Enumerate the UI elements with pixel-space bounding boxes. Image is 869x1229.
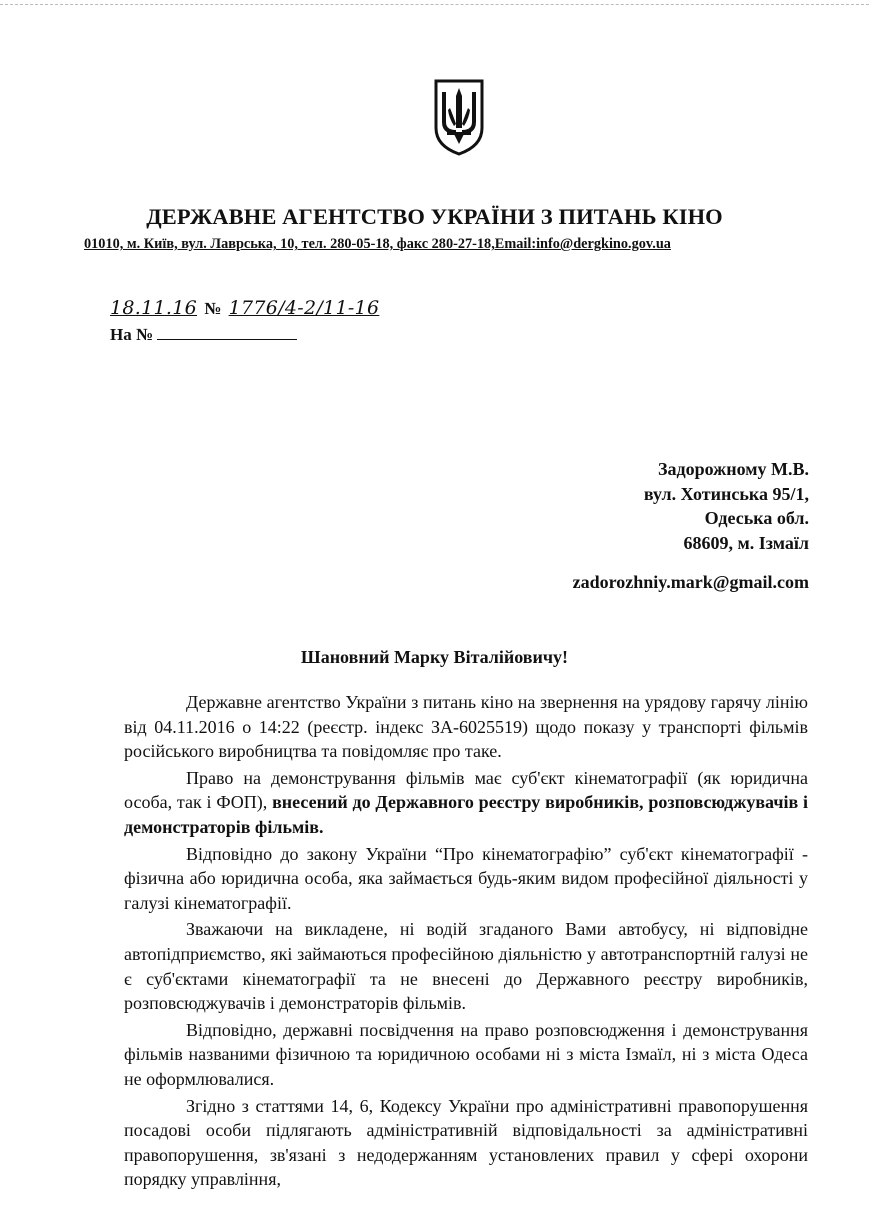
- recipient-block: [644, 457, 809, 555]
- recipient-region: Одеська обл.: [704, 508, 809, 528]
- agency-address: 01010, м. Київ, вул. Лаврська, 10, тел. 280-05-18, факс 280-27-18,Email:info@dergkino.gov.ua: [84, 236, 671, 252]
- paragraph: Відповідно, державні посвідчення на право розповсюдження і демонстрування фільмів названими фізичною та юридичною особами ні з міста Ізмаїл, ні з міста Одеса не оформлювалися.: [124, 1019, 808, 1089]
- paragraph: [124, 766, 808, 840]
- reply-blank-line: [157, 325, 297, 340]
- letter-body: [124, 690, 808, 1192]
- number-label: №: [204, 299, 222, 318]
- reply-label: На №: [110, 325, 154, 344]
- registration-number: 1776/4-2/11-16: [228, 297, 380, 319]
- registration-line: [110, 297, 379, 319]
- recipient-name: Задорожному М.В.: [657, 459, 809, 479]
- recipient-email: zadorozhniy.mark@gmail.com: [572, 572, 809, 592]
- trident-emblem-icon: [432, 78, 486, 156]
- paragraph-bold-text: внесений до Державного реєстру виробників, розповсюджувачів і демонстраторів фільмів.: [124, 792, 809, 837]
- agency-name: ДЕРЖАВНЕ АГЕНТСТВО УКРАЇНИ З ПИТАНЬ КІНО: [146, 204, 723, 229]
- reply-reference: [110, 325, 297, 345]
- page-top-edge: [0, 4, 869, 5]
- recipient-street: вул. Хотинська 95/1,: [643, 483, 809, 504]
- recipient-city: 68609, м. Ізмаїл: [683, 532, 809, 553]
- paragraph-text: Право на демонстрування фільмів має суб'єкт кінематографії (як юридична особа, так і ФОП),: [124, 767, 808, 813]
- registration-date: 18.11.16: [110, 297, 198, 319]
- paragraph: Згідно з статтями 14, 6, Кодексу України про адміністративні правопорушення посадові особи підлягають адміністративній відповідальності за адміністративні правопорушення, зв'язані з недодержанням установлених правил у сфері охорони порядку управління,: [124, 1095, 808, 1190]
- paragraph: Відповідно до закону України “Про кінематографію” суб'єкт кінематографії - фізична або юридична особа, яка займається будь-яким видом професійної діяльності у галузі кінематографії.: [124, 843, 808, 913]
- paragraph: Зважаючи на викладене, ні водій згаданого Вами автобусу, ні відповідне автопідприємство, які займаються професійною діяльністю у автотранспортній галузі не є суб'єктами кінематографії та не внесені до Державного реєстру виробників, розповсюджувачів і демонстраторів фільмів.: [124, 919, 808, 1014]
- greeting: Шановний Марку Віталійовичу!: [300, 647, 569, 667]
- paragraph: Державне агентство України з питань кіно на звернення на урядову гарячу лінію від 04.11.2016 о 14:22 (реєстр. індекс ЗА-6025519) щодо показу у транспорті фільмів російського виробництва та повідомляє про таке.: [124, 692, 808, 762]
